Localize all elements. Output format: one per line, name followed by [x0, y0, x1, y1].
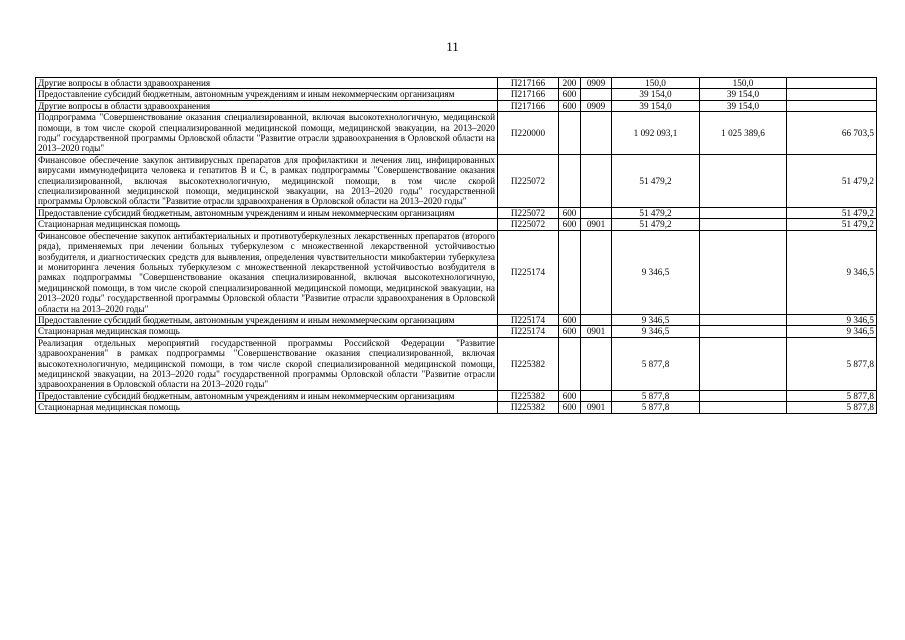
row-sum-own: [700, 326, 787, 337]
row-sum-total: 51 479,2: [612, 219, 700, 230]
row-rz: [581, 314, 612, 325]
row-sum-own: 39 154,0: [700, 100, 787, 111]
row-vr: 600: [559, 314, 581, 325]
page-number: 11: [446, 39, 459, 54]
row-sum-own: 1 025 389,6: [700, 112, 787, 155]
row-sum-federal: 51 479,2: [787, 219, 877, 230]
row-name: Предоставление субсидий бюджетным, автономным учреждениям и иным некоммерческим организациям: [36, 89, 498, 100]
table-row: [36, 100, 877, 111]
row-sum-total: 39 154,0: [612, 89, 700, 100]
table-row: [36, 154, 877, 207]
row-sum-federal: 51 479,2: [787, 154, 877, 207]
row-vr: 600: [559, 390, 581, 401]
row-sum-own: [700, 390, 787, 401]
row-rz: [581, 337, 612, 390]
row-rz: [581, 390, 612, 401]
row-rz: [581, 154, 612, 207]
row-code: П225174: [498, 314, 559, 325]
table-row: [36, 230, 877, 314]
row-sum-federal: 9 346,5: [787, 230, 877, 314]
table-row: [36, 112, 877, 155]
row-vr: [559, 337, 581, 390]
row-vr: 600: [559, 100, 581, 111]
row-sum-total: 5 877,8: [612, 337, 700, 390]
row-name: Реализация отдельных мероприятий государственной программы Российской Федерации "Развитие здравоохранения" в рамках подпрограммы "Совершенствование оказания специализированной, включая высокотехнологичную, медицинской помощи, в том числе скорой специализированной медицинской помощи, медицинской эвакуации, на 2013–2020 годы" государственной программы Орловской области "Развитие отрасли здравоохранения в Орловской области на 2013–2020 годы": [36, 337, 498, 390]
row-sum-total: 5 877,8: [612, 402, 700, 413]
row-sum-total: 9 346,5: [612, 314, 700, 325]
row-code: П217166: [498, 78, 559, 89]
row-code: П225382: [498, 390, 559, 401]
row-name: Финансовое обеспечение закупок антивирусных препаратов для профилактики и лечения лиц, инфицированных вирусами иммунодефицита человека и гепатитов В и С, в рамках подпрограммы "Совершенствование оказания специализированной, включая высокотехнологичную, медицинской помощи, в том числе скорой специализированной медицинской помощи, медицинской эвакуации, на 2013–2020 годы" государственной программы Орловской области "Развитие отрасли здравоохранения в Орловской области на 2013–2020 годы": [36, 154, 498, 207]
row-name: Подпрограмма "Совершенствование оказания специализированной, включая высокотехнологичную, медицинской помощи, в том числе скорой специализированной медицинской помощи, медицинской эвакуации, на 2013–2020 годы" государственной программы Орловской области "Развитие отрасли здравоохранения в Орловской области на 2013–2020 годы": [36, 112, 498, 155]
row-sum-federal: 9 346,5: [787, 326, 877, 337]
table-row: [36, 207, 877, 218]
row-vr: 600: [559, 207, 581, 218]
row-name: Предоставление субсидий бюджетным, автономным учреждениям и иным некоммерческим организациям: [36, 207, 498, 218]
row-sum-own: [700, 337, 787, 390]
table-row: [36, 314, 877, 325]
row-name: Другие вопросы в области здравоохранения: [36, 78, 498, 89]
table-row: [36, 89, 877, 100]
row-sum-federal: 9 346,5: [787, 314, 877, 325]
row-sum-federal: 66 703,5: [787, 112, 877, 155]
row-code: П220000: [498, 112, 559, 155]
table-row: [36, 326, 877, 337]
table-row: [36, 337, 877, 390]
row-vr: [559, 154, 581, 207]
row-code: П217166: [498, 89, 559, 100]
row-sum-federal: 5 877,8: [787, 390, 877, 401]
row-sum-federal: [787, 100, 877, 111]
row-code: П225382: [498, 402, 559, 413]
row-sum-own: [700, 219, 787, 230]
row-sum-total: 51 479,2: [612, 154, 700, 207]
row-rz: 0909: [581, 100, 612, 111]
row-vr: 600: [559, 326, 581, 337]
row-sum-total: 39 154,0: [612, 100, 700, 111]
table-row: [36, 390, 877, 401]
row-vr: 600: [559, 402, 581, 413]
row-sum-total: 9 346,5: [612, 326, 700, 337]
row-code: П225072: [498, 219, 559, 230]
row-sum-own: 150,0: [700, 78, 787, 89]
row-rz: [581, 230, 612, 314]
row-rz: 0901: [581, 402, 612, 413]
budget-table-body: [36, 78, 877, 414]
row-code: П225382: [498, 337, 559, 390]
row-vr: 200: [559, 78, 581, 89]
row-sum-own: [700, 402, 787, 413]
row-rz: [581, 89, 612, 100]
row-code: П225174: [498, 326, 559, 337]
row-sum-own: [700, 207, 787, 218]
table-row: [36, 78, 877, 89]
row-sum-own: [700, 314, 787, 325]
row-name: Предоставление субсидий бюджетным, автономным учреждениям и иным некоммерческим организациям: [36, 390, 498, 401]
row-name: Другие вопросы в области здравоохранения: [36, 100, 498, 111]
row-name: Стационарная медицинская помощь: [36, 326, 498, 337]
row-name: Финансовое обеспечение закупок антибактериальных и противотуберкулезных лекарственных препаратов (второго ряда), применяемых при лечении больных туберкулезом с множественной лекарственной устойчивостью возбудителя, и диагностических средств для выявления, определения чувствительности микобактерии туберкулеза и мониторинга лечения больных туберкулезом с множественной лекарственной устойчивостью возбудителя в рамках подпрограммы "Совершенствование оказания специализированной, включая высокотехнологичную, медицинской помощи, в том числе скорой специализированной медицинской помощи, медицинской эвакуации, на 2013–2020 годы" государственной программы Орловской области "Развитие отрасли здравоохранения в Орловской области на 2013–2020 годы": [36, 230, 498, 314]
row-rz: [581, 207, 612, 218]
row-rz: [581, 112, 612, 155]
row-sum-federal: [787, 78, 877, 89]
row-vr: 600: [559, 219, 581, 230]
row-vr: 600: [559, 89, 581, 100]
row-sum-total: 51 479,2: [612, 207, 700, 218]
row-sum-federal: 5 877,8: [787, 402, 877, 413]
row-sum-total: 150,0: [612, 78, 700, 89]
row-sum-own: 39 154,0: [700, 89, 787, 100]
row-sum-federal: 5 877,8: [787, 337, 877, 390]
row-rz: 0901: [581, 219, 612, 230]
row-code: П225072: [498, 154, 559, 207]
row-name: Стационарная медицинская помощь: [36, 402, 498, 413]
row-rz: 0909: [581, 78, 612, 89]
row-sum-total: 1 092 093,1: [612, 112, 700, 155]
row-sum-total: 9 346,5: [612, 230, 700, 314]
table-row: [36, 219, 877, 230]
row-rz: 0901: [581, 326, 612, 337]
row-code: П217166: [498, 100, 559, 111]
row-sum-total: 5 877,8: [612, 390, 700, 401]
row-sum-own: [700, 230, 787, 314]
row-sum-federal: 51 479,2: [787, 207, 877, 218]
row-code: П225072: [498, 207, 559, 218]
table-row: [36, 402, 877, 413]
row-sum-federal: [787, 89, 877, 100]
row-vr: [559, 112, 581, 155]
row-code: П225174: [498, 230, 559, 314]
row-vr: [559, 230, 581, 314]
row-sum-own: [700, 154, 787, 207]
row-name: Предоставление субсидий бюджетным, автономным учреждениям и иным некоммерческим организациям: [36, 314, 498, 325]
row-name: Стационарная медицинская помощь: [36, 219, 498, 230]
budget-table: [35, 77, 877, 414]
